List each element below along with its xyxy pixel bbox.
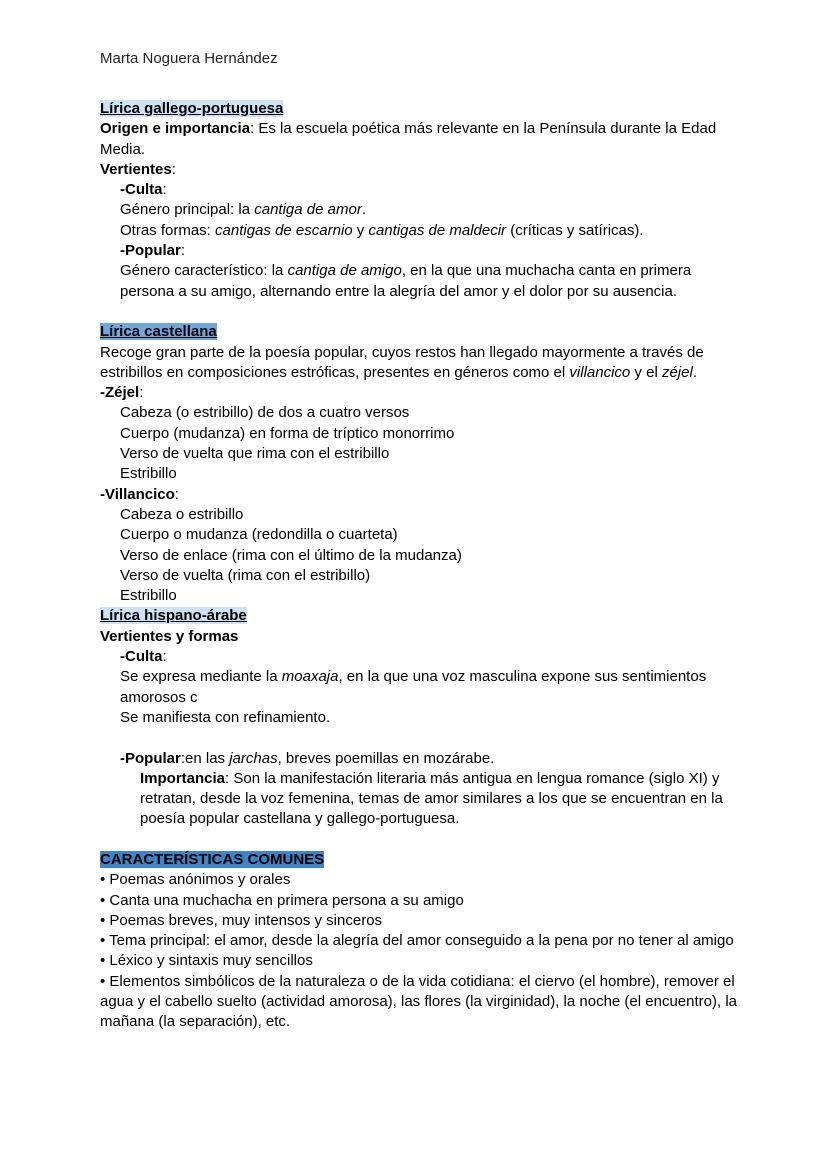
list-item: Verso de vuelta que rima con el estribillo [120,445,390,463]
list-item: Verso de enlace (rima con el último de la mudanza) [120,546,462,564]
list-item: • Canta una muchacha en primera persona a su amigo [100,891,464,909]
zejel-heading: -Zéjel: [100,384,144,402]
castellana-intro: Recoge gran parte de la poesía popular, cuyos restos han llegado mayormente a través de estribillos en composiciones estróficas, presentes en géneros como el villancico y el zéjel. [100,343,704,381]
list-item: • Tema principal: el amor, desde la alegría del amor conseguido a la pena por no tener al amigo [100,932,734,950]
importancia-paragraph: Importancia: Son la manifestación literaria más antigua en lengua romance (siglo XI) y retratan, desde la voz femenina, temas de amor similares a los que se encuentran en la poesía popular castellana y gallego-portuguesa. [140,769,723,828]
section-title-hispanoarabe: Lírica hispano-árabe [100,607,247,625]
jarchas-paragraph: -Popular:en las jarchas, breves poemillas en mozárabe. [120,749,495,767]
list-item: Cabeza o estribillo [120,505,244,523]
popular-heading: -Popular: [120,242,186,260]
refinamiento-line: Se manifiesta con refinamiento. [120,708,331,726]
list-item: Estribillo [120,465,177,483]
origen-paragraph: Origen e importancia: Es la escuela poética más relevante en la Península durante la Edad Media. [100,120,717,158]
document-body [100,99,740,1033]
author-name: Marta Noguera Hernández [100,50,278,67]
list-item: • Léxico y sintaxis muy sencillos [100,952,313,970]
villancico-heading: -Villancico: [100,485,179,503]
list-item: Estribillo [120,587,177,605]
section-title-caracteristicas: CARACTERÍSTICAS COMUNES [100,850,325,868]
culta-heading: -Culta: [120,181,167,199]
section-title-castellana: Lírica castellana [100,323,217,341]
vertientes-heading: Vertientes: [100,160,176,178]
culta-heading-arabe: -Culta: [120,648,167,666]
list-item: Cabeza (o estribillo) de dos a cuatro versos [120,404,410,422]
moaxaja-paragraph: Se expresa mediante la moaxaja, en la que una voz masculina expone sus sentimientos amorosos c [120,668,707,706]
culta-genero: Género principal: la cantiga de amor. [120,201,366,219]
list-item: • Poemas anónimos y orales [100,871,291,889]
list-item: • Poemas breves, muy intensos y sinceros [100,911,383,929]
list-item: • Elementos simbólicos de la naturaleza o de la vida cotidiana: el ciervo (el hombre), remover el agua y el cabello suelto (actividad amorosa), las flores (la virginidad), la noche (el encuentro), la mañana (la separación), etc. [100,972,737,1031]
list-item: Cuerpo (mudanza) en forma de tríptico monorrimo [120,424,455,442]
culta-otras: Otras formas: cantigas de escarnio y cantigas de maldecir (críticas y satíricas). [120,221,644,239]
vertientes-formas-heading: Vertientes y formas [100,627,239,645]
popular-genero: Género característico: la cantiga de amigo, en la que una muchacha canta en primera persona a su amigo, alternando entre la alegría del amor y el dolor por su ausencia. [120,262,692,300]
section-title-galaico: Lírica gallego-portuguesa [100,100,284,117]
list-item: Cuerpo o mudanza (redondilla o cuarteta) [120,526,398,544]
list-item: Verso de vuelta (rima con el estribillo) [120,566,371,584]
